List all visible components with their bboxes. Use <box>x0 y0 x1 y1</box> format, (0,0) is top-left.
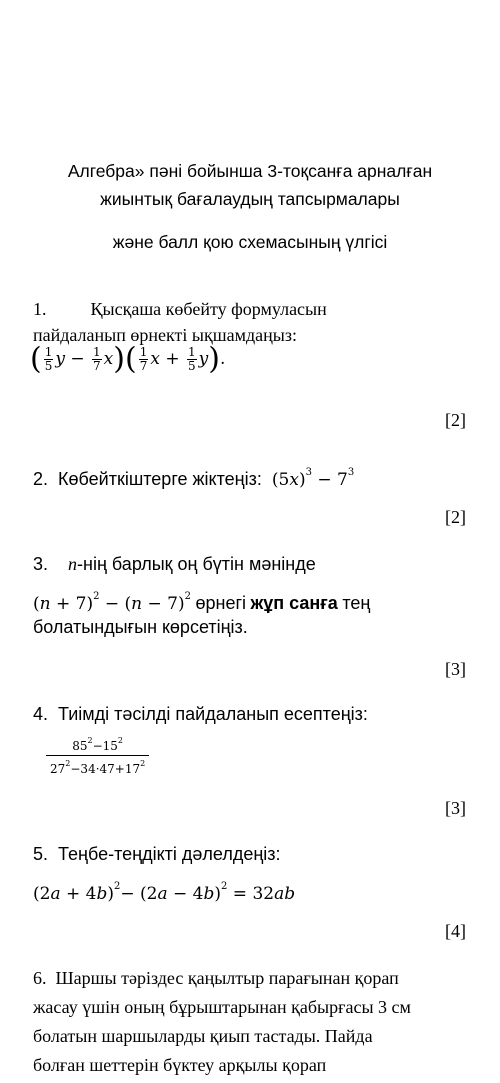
task-1-line-1 <box>33 296 327 322</box>
task-3-number: 3. <box>33 554 49 574</box>
task-6-text-1: Шаршы тәріздес қаңылтыр парағынан қорап <box>55 968 399 988</box>
task-4-text: Тиімді тәсілді пайдаланып есептеңіз: <box>58 704 368 724</box>
document-title <box>20 157 480 213</box>
task-6-text-2: жасау үшін оның бұрыштарынан қабырғасы 3 см <box>33 997 411 1017</box>
task-3-var: n <box>68 554 78 574</box>
task-5-line <box>33 841 281 867</box>
title-line-3: және балл қою схемасының үлгісі <box>112 232 388 252</box>
task-6-number: 6. <box>33 968 47 988</box>
task-1-text-1: Қысқаша көбейту формуласын <box>90 299 327 319</box>
task-1-text-2: пайдаланып өрнекті ықшамдаңыз: <box>33 325 297 345</box>
task-3-expression: $(n + 7)^2 - (n - 7)^2$ <box>33 591 191 614</box>
task-6-line-1 <box>33 965 399 991</box>
task-1-score: [2] <box>445 410 466 430</box>
task-3-line-1 <box>33 551 316 577</box>
task-2-text: Көбейткіштерге жіктеңіз: <box>58 469 262 489</box>
task-4-line <box>33 701 368 727</box>
task-3-bold: жұп санға <box>250 593 338 613</box>
task-2-expression: $(5x)^3 - 7^3$ <box>271 467 355 490</box>
task-1-number: 1. <box>33 299 47 319</box>
task-5-expression: $(2a + 4b)^2- (2a - 4b)^2 = 32ab$ <box>33 881 296 904</box>
task-4-number: 4. <box>33 704 49 724</box>
task-5-score: [4] <box>445 921 466 941</box>
title-line-1: Алгебра» пәні бойынша 3-тоқсанға арналған <box>67 161 433 181</box>
task-5-text: Теңбе-теңдікті дәлелдеңіз: <box>58 844 281 864</box>
task-3-text-end: тең <box>342 593 371 613</box>
task-3-line-3: болатындығын көрсетіңіз. <box>33 617 248 637</box>
task-5-number: 5. <box>33 844 49 864</box>
task-2-number: 2. <box>33 469 49 489</box>
task-2-score: [2] <box>445 507 466 527</box>
task-6-text-3: болатын шаршыларды қиып тастады. Пайда <box>33 1026 373 1046</box>
title-line-2: жиынтық бағалаудың тапсырмалары <box>100 189 400 209</box>
task-1-expression: ( $\frac{1}{5}$ y − $\frac{1}{7}$ x)( $\frac{1}{7}$ x + $\frac{1}{5}$ y). <box>30 341 226 377</box>
task-2-line <box>33 460 354 493</box>
task-4-expression: $85^2-15^2$ $27^2-34\cdot 47+17^2$ <box>46 736 149 776</box>
task-6-text-4: болған шеттерін бүктеу арқылы қорап <box>33 1055 327 1075</box>
task-3-text-1: -нің барлық оң бүтін мәнінде <box>77 554 316 574</box>
task-3-line-2 <box>33 584 370 617</box>
task-3-text-mid: өрнегі <box>195 593 247 613</box>
task-4-score: [3] <box>445 798 466 818</box>
task-3-score: [3] <box>445 659 466 679</box>
